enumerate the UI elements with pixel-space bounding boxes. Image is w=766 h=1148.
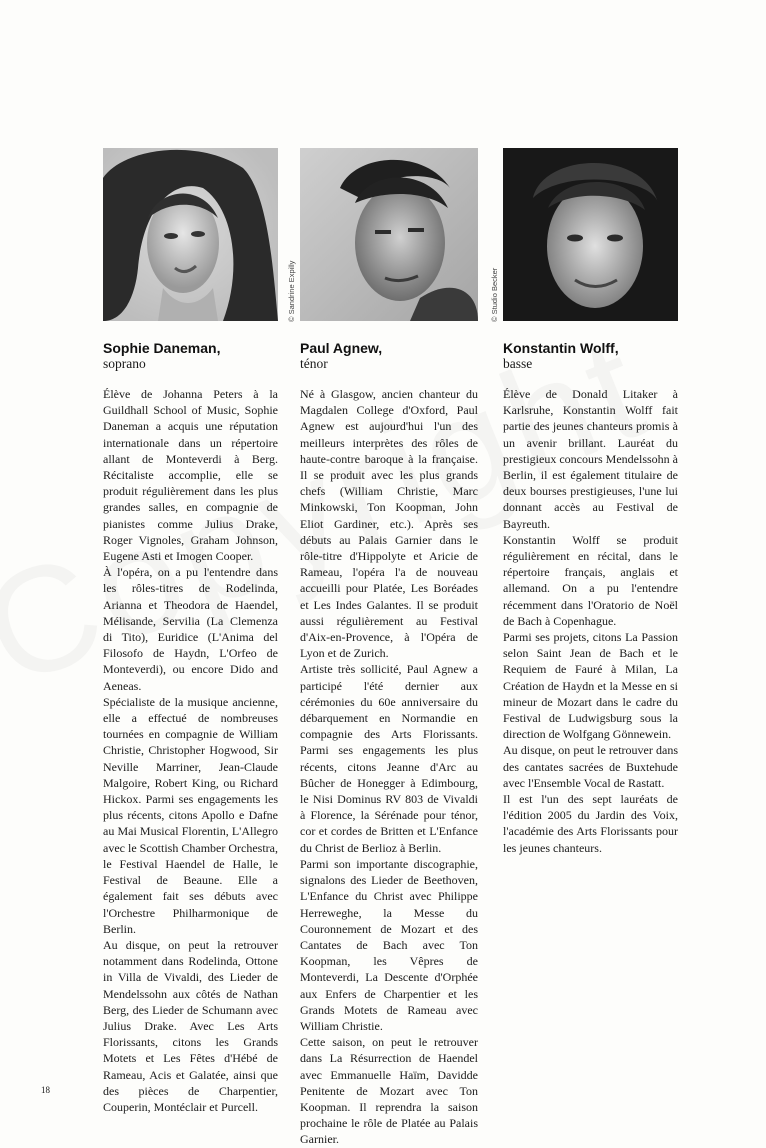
- bio-paragraph: Au disque, on peut le retrouver dans des cantates sacrées de Buxtehude avec l'Ensemble Vocal de Rastatt.: [503, 743, 678, 790]
- photo-credit: © Studio Becker: [490, 267, 499, 322]
- artist-bio: [103, 386, 278, 1115]
- bio-paragraph: Il est l'un des sept lauréats de l'édition 2005 du Jardin des Voix, l'académie des Arts Florissants pour les jeunes chanteurs.: [503, 792, 678, 855]
- artist-voice: basse: [503, 356, 533, 371]
- bio-paragraph: Spécialiste de la musique ancienne, elle a effectué de nombreuses tournées en compagnie de William Christie, Christopher Hogwood, Sir Neville Marriner, Jean-Claude Malgoire, Robert King, ou Richard Hickox. Parmi ses engagements les plus récents, citons Apollo e Dafne au Mai Musical Florentin, L'Allegro avec le Scottish Chamber Orchestra, le Festival Haendel de Halle, le Festival de Beaune. Elle a également fait ses débuts avec l'Orchestre Philharmonique de Berlin.: [103, 694, 278, 936]
- bio-paragraph: Né à Glasgow, ancien chanteur du Magdalen College d'Oxford, Paul Agnew est aujourd'hui l'un des meilleurs interprètes des rôles de haute-contre baroque à la française. Il se produit avec les plus grands chefs (William Christie, Marc Minkowski, Ton Koopman, John Eliot Gardiner, etc.). Après ses débuts au Palais Garnier dans le rôle-titre d'Hippolyte et Aricie de Rameau, l'opéra l'a de nouveau accueilli pour Platée, Les Boréades et Les Indes Galantes. Il se produit aussi régulièrement au Festival d'Aix-en-Provence, à l'Opéra de Lyon et de Zurich.: [300, 387, 478, 661]
- artist-name: Sophie Daneman,: [103, 340, 221, 356]
- bio-paragraph: Artiste très sollicité, Paul Agnew a participé l'été dernier aux cérémonies du 60e anniversaire du débarquement en Normandie en compagnie des Arts Florissants. Parmi ses engagements les plus récents, citons Jeanne d'Arc au Bûcher de Honegger à Edimbourg, le Nisi Dominus RV 803 de Vivaldi à Florence, la Sérénade pour ténor, cor et cordes de Britten et L'Enfance du Christ de Berlioz à Berlin.: [300, 662, 478, 855]
- artist-column-daneman: [103, 148, 278, 1115]
- portrait-photo-agnew: [300, 148, 478, 321]
- bio-paragraph: Parmi ses projets, citons La Passion selon Saint Jean de Bach et le Requiem de Fauré à Milan, La Création de Haydn et la Messe en si mineur de Mozart dans le cadre du Festival de Ludwigsburg sous la direction de Wolfgang Gönnewein.: [503, 630, 678, 742]
- page-number: 18: [41, 1085, 50, 1095]
- artist-column-wolff: [503, 148, 678, 856]
- artist-name: Paul Agnew,: [300, 340, 383, 356]
- bio-paragraph: Parmi son importante discographie, signalons des Lieder de Beethoven, L'Enfance du Christ avec Philippe Herreweghe, la Messe du Couronnement de Mozart et des Cantates de Bach avec Ton Koopman, les Vêpres de Monteverdi, La Descente d'Orphée aux Enfers de Charpentier et les Grands Motets de Rameau avec William Christie.: [300, 856, 478, 1033]
- artist-voice: ténor: [300, 356, 328, 371]
- bio-paragraph: Élève de Donald Litaker à Karlsruhe, Konstantin Wolff fait partie des jeunes chanteurs promis à un avenir brillant. Lauréat du prestigieux concours Mendelssohn à Berlin, il est également titulaire de deux bourses prestigieuses, l'une lui donnant accès au Festival de Bayreuth.: [503, 387, 678, 531]
- bio-paragraph: Au disque, on peut la retrouver notamment dans Rodelinda, Ottone in Villa de Vivaldi, des Lieder de Mendelssohn aux côtés de Nathan Berg, des Lieder de Schumann avec Julius Drake. Avec Les Arts Florissants, citons les Grands Motets et Les Fêtes d'Hébé de Rameau, Acis et Galatée, ainsi que des pièces de Charpentier, Couperin, Montéclair et Purcell.: [103, 937, 278, 1114]
- photo-credit: © Sandrine Expilly: [287, 260, 296, 322]
- artist-voice: soprano: [103, 356, 146, 371]
- bio-paragraph: Cette saison, on peut le retrouver dans La Résurrection de Haendel avec Emmanuelle Haïm, Davidde Penitente de Mozart avec Ton Koopman. Il reprendra la saison prochaine le rôle de Platée au Palais Garnier.: [300, 1035, 478, 1147]
- artist-name: Konstantin Wolff,: [503, 340, 619, 356]
- bio-paragraph: Konstantin Wolff se produit régulièrement en récital, dans le répertoire français, anglais et allemand. On a pu l'entendre récemment dans l'Oratorio de Noël de Bach à Copenhague.: [503, 532, 678, 628]
- bio-paragraph: À l'opéra, on a pu l'entendre dans les rôles-titres de Rodelinda, Arianna et Theodora de Haendel, Mélisande, Servilia (La Clemenza di Tito), Euridice (L'Anima del Filosofo de Haydn, L'Orfeo de Monteverdi), ou encore Dido and Aeneas.: [103, 565, 278, 693]
- artist-bio: [300, 386, 478, 1148]
- artist-column-agnew: [300, 148, 478, 1148]
- portrait-photo-daneman: [103, 148, 278, 321]
- artist-bio: [503, 386, 678, 856]
- portrait-photo-wolff: [503, 148, 678, 321]
- bio-paragraph: Élève de Johanna Peters à la Guildhall School of Music, Sophie Daneman a acquis une réputation internationale dans un répertoire allant de Monteverdi à Berg. Récitaliste accomplie, elle se produit régulièrement dans les plus grandes salles, en compagnie de pianistes comme Julius Drake, Roger Vignoles, Graham Johnson, Eugene Asti et Imogen Cooper.: [103, 387, 278, 564]
